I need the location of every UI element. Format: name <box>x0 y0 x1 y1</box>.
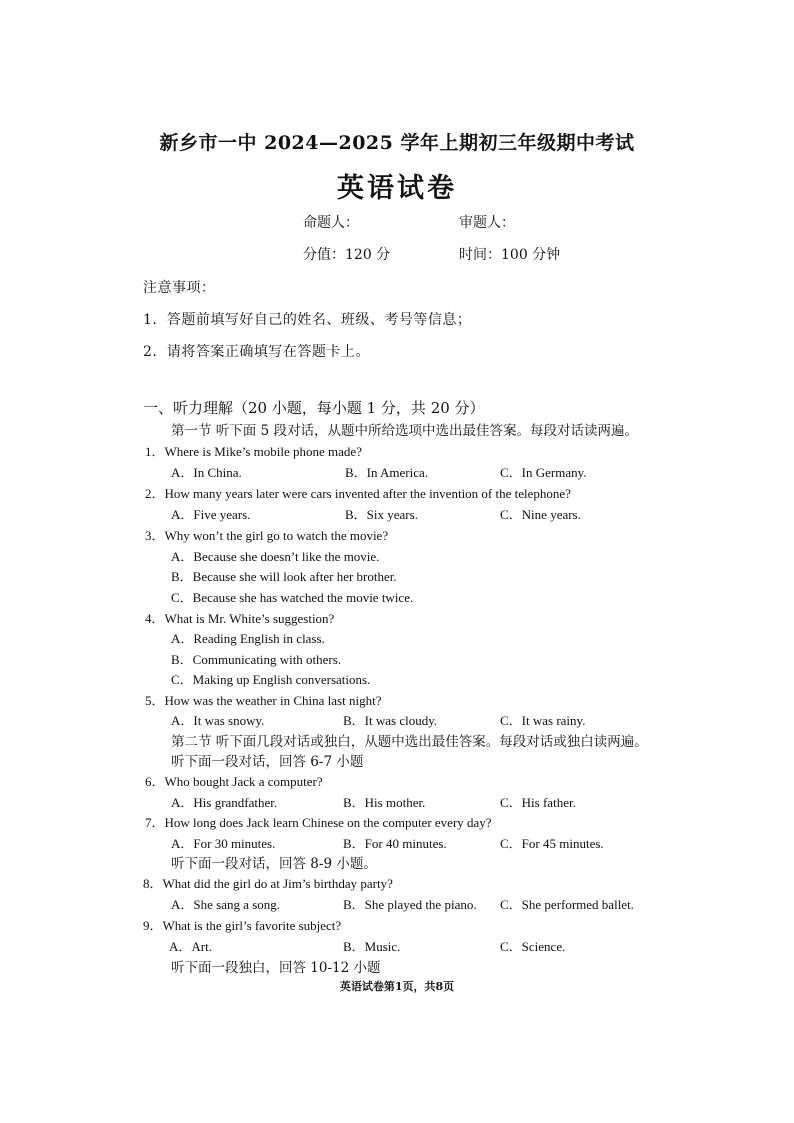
option-c: C．Because she has watched the movie twice. <box>171 590 414 605</box>
option-b: B．His mother. <box>343 795 426 810</box>
question-stem: 5．How was the weather in China last night? <box>145 693 382 708</box>
option-c: C．She performed ballet. <box>500 897 634 912</box>
option-a: A．Five years. <box>171 507 251 522</box>
monologue-instruction: 听下面一段独白，回答 10-12 小题 <box>171 960 381 976</box>
question-stem: 1．Where is Mike’s mobile phone made? <box>145 444 362 459</box>
option-a: A．She sang a song. <box>171 897 281 912</box>
option-b: B．Music. <box>343 939 401 954</box>
subject-title: 英语试卷 <box>337 173 457 204</box>
option-b: B．In America. <box>345 465 429 480</box>
option-b: B．She played the piano. <box>343 897 477 912</box>
option-b: B．Six years. <box>345 507 418 522</box>
option-b: B．It was cloudy. <box>343 713 438 728</box>
option-c: C．For 45 minutes. <box>500 836 604 851</box>
option-c: C．In Germany. <box>500 465 587 480</box>
author-label: 命题人： <box>303 215 359 231</box>
time-label: 时间：100 分钟 <box>459 247 561 263</box>
option-a: A．For 30 minutes. <box>171 836 276 851</box>
question-stem: 6．Who bought Jack a computer? <box>145 774 323 789</box>
section-heading: 一、听力理解（20 小题，每小题 1 分，共 20 分） <box>143 399 485 417</box>
option-a: A．In China. <box>171 465 242 480</box>
exam-title: 新乡市一中 2024—2025 学年上期初三年级期中考试 <box>159 132 635 154</box>
option-a: A．Art. <box>169 939 212 954</box>
dialogue-instruction: 听下面一段对话，回答 8-9 小题。 <box>171 856 377 872</box>
option-c: C．Science. <box>500 939 566 954</box>
option-a: A．Because she doesn’t like the movie. <box>171 549 380 564</box>
notice-item: 1．答题前填写好自己的姓名、班级、考号等信息； <box>143 312 472 328</box>
notice-heading: 注意事项： <box>143 280 216 296</box>
question-stem: 9．What is the girl’s favorite subject? <box>143 918 342 933</box>
part1-instruction: 第一节 听下面 5 段对话，从题中所给选项中选出最佳答案。每段对话读两遍。 <box>171 423 638 439</box>
option-c: C．Nine years. <box>500 507 581 522</box>
score-label: 分值：120 分 <box>303 247 391 263</box>
option-a: A．Reading English in class. <box>171 631 325 646</box>
option-b: B．Communicating with others. <box>171 652 342 667</box>
part2-instruction: 第二节 听下面几段对话或独白，从题中选出最佳答案。每段对话或独白读两遍。 <box>171 734 648 750</box>
option-c: C．It was rainy. <box>500 713 586 728</box>
notice-item: 2．请将答案正确填写在答题卡上。 <box>143 344 370 360</box>
option-c: C．Making up English conversations. <box>171 672 371 687</box>
question-stem: 2．How many years later were cars invented after the invention of the telephone? <box>145 486 571 501</box>
question-stem: 4．What is Mr. White’s suggestion? <box>145 611 335 626</box>
dialogue-instruction: 听下面一段对话，回答 6-7 小题 <box>171 754 364 770</box>
option-b: B．For 40 minutes. <box>343 836 447 851</box>
page-footer: 英语试卷第1页，共8页 <box>339 980 455 993</box>
option-a: A．It was snowy. <box>171 713 265 728</box>
reviewer-label: 审题人： <box>459 215 515 231</box>
question-stem: 7．How long does Jack learn Chinese on the computer every day? <box>145 815 492 830</box>
question-stem: 3．Why won’t the girl go to watch the movie? <box>145 528 389 543</box>
question-stem: 8．What did the girl do at Jim’s birthday party? <box>143 876 393 891</box>
option-a: A．His grandfather. <box>171 795 278 810</box>
option-c: C．His father. <box>500 795 576 810</box>
option-b: B．Because she will look after her brother. <box>171 569 397 584</box>
